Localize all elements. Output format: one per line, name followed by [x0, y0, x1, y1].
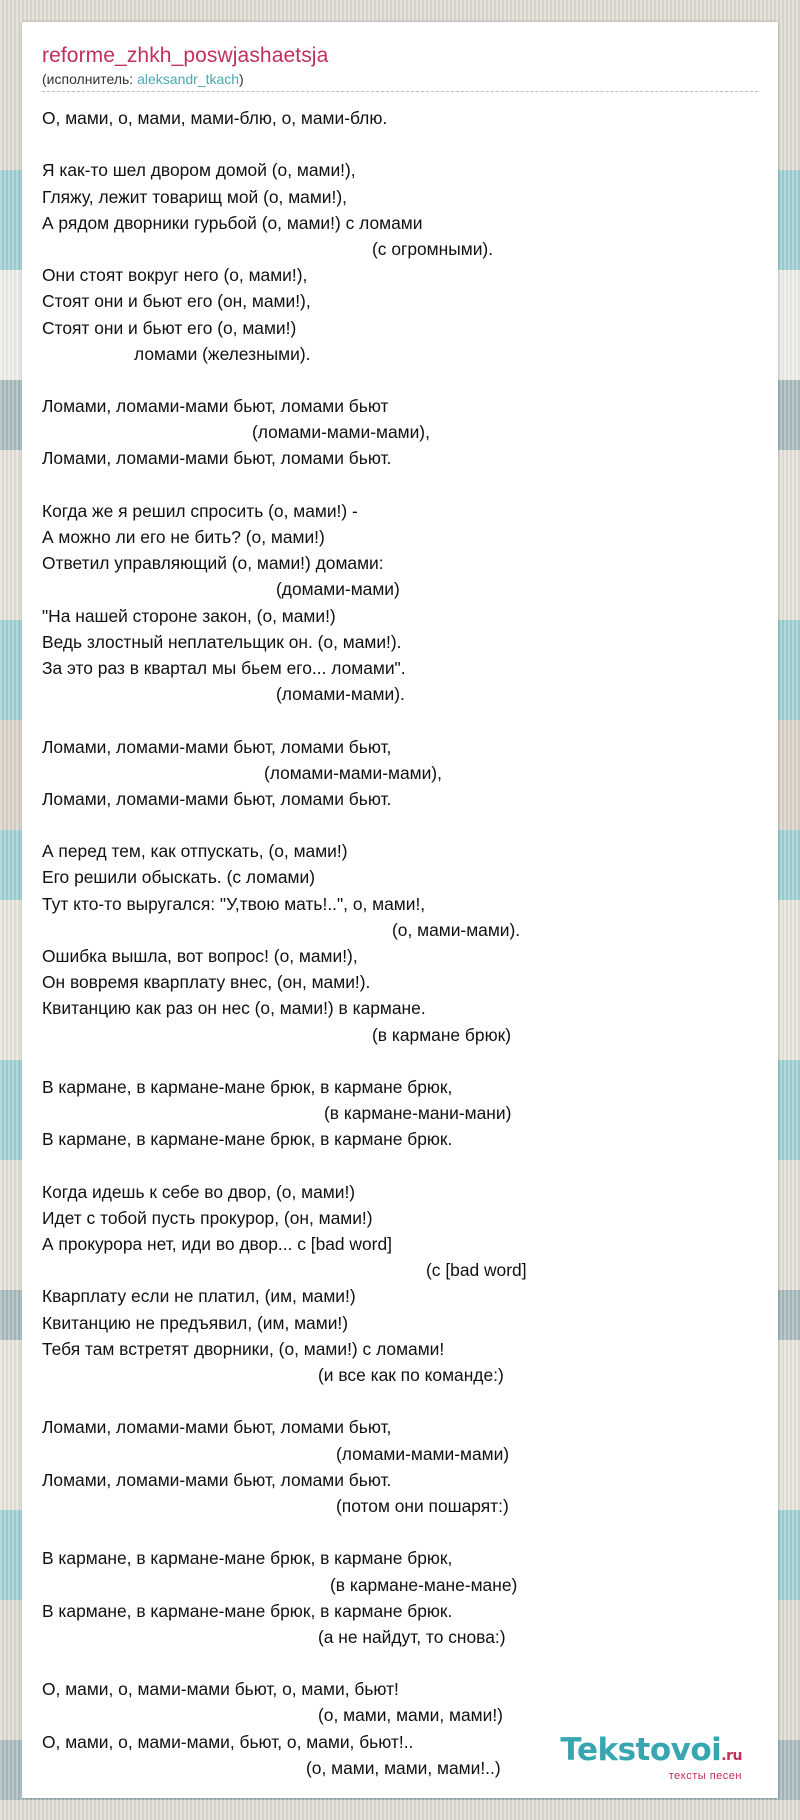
lyric-line: (потом они пошарят:) — [336, 1495, 509, 1516]
lyric-line: Тебя там встретят дворники, (о, мами!) с ломами! — [42, 1338, 445, 1359]
lyric-line: (ломами-мами-мами) — [336, 1443, 510, 1464]
lyric-line: Когда идешь к себе во двор, (о, мами!) — [42, 1181, 356, 1202]
lyric-line: (с огромными). — [372, 238, 494, 259]
lyric-line: Ошибка вышла, вот вопрос! (о, мами!), — [42, 946, 358, 966]
lyric-line: Квитанцию не предъявил, (им, мами!) — [42, 1312, 349, 1333]
lyric-line: Он вовремя кварплату внес, (он, мами!). — [42, 972, 371, 993]
performer-prefix: (исполнитель: — [42, 71, 138, 87]
lyric-line: А можно ли его не бить? (о, мами!) — [42, 527, 325, 547]
lyric-line: В кармане, в кармане-мане брюк, в кармане брюк, — [42, 1548, 453, 1569]
lyric-line: В кармане, в кармане-мане брюк, в кармане брюк, — [42, 1076, 453, 1097]
lyric-line: О, мами, о, мами, мами-блю, о, мами-блю. — [42, 108, 388, 128]
site-logo[interactable] — [560, 1734, 742, 1782]
lyric-line: Ломами, ломами-мами бьют, ломами бьют — [42, 396, 389, 417]
lyric-line: Его решили обыскать. (с ломами) — [42, 867, 315, 888]
lyric-line: (с [bad word] — [426, 1260, 527, 1281]
lyric-line: Ответил управляющий (о, мами!) домами: — [42, 553, 384, 574]
stanza-break — [42, 707, 758, 733]
stanza-break — [42, 1650, 758, 1676]
lyric-line: Кварплату если не платил, (им, мами!) — [42, 1286, 356, 1307]
stanza-break — [42, 367, 758, 393]
lyric-line: Квитанцию как раз он нес (о, мами!) в кармане. — [42, 998, 426, 1019]
song-title: reforme_zhkh_poswjashaetsja — [42, 44, 329, 67]
lyric-line: В кармане, в кармане-мане брюк, в кармане брюк. — [42, 1129, 453, 1150]
performer-suffix: ) — [239, 71, 244, 87]
lyric-line: (ломами-мами-мами), — [252, 422, 430, 443]
lyric-line: (ломами-мами). — [276, 684, 405, 705]
artist-link[interactable]: aleksandr_tkach — [137, 71, 240, 87]
lyric-line: Ломами, ломами-мами бьют, ломами бьют. — [42, 788, 392, 809]
lyric-line: Ломами, ломами-мами бьют, ломами бьют, — [42, 1417, 392, 1438]
lyrics-card — [22, 22, 778, 1798]
lyric-line: А рядом дворники гурьбой (о, мами!) с ломами — [42, 212, 423, 233]
lyric-line: О, мами, о, мами-мами, бьют, о, мами, бьют!.. — [42, 1731, 414, 1752]
lyric-line: (в кармане-мане-мане) — [330, 1574, 518, 1595]
lyric-line: (о, мами-мами). — [392, 919, 521, 940]
song-header — [42, 42, 758, 92]
performer-line — [42, 70, 758, 88]
lyric-line: Ломами, ломами-мами бьют, ломами бьют, — [42, 736, 392, 757]
lyric-line: Ломами, ломами-мами бьют, ломами бьют. — [42, 448, 392, 469]
lyric-line: (о, мами, мами, мами!..) — [306, 1757, 501, 1778]
stanza-break — [42, 1519, 758, 1545]
lyric-line: (в кармане брюк) — [372, 1024, 512, 1045]
logo-wordmark: Tekstovoi — [560, 1732, 722, 1768]
lyric-line: Стоят они и бьют его (он, мами!), — [42, 291, 311, 312]
lyric-line: За это раз в квартал мы бьем его... ломами". — [42, 657, 406, 678]
lyric-line: (а не найдут, то снова:) — [318, 1626, 506, 1647]
lyric-line: А перед тем, как отпускать, (о, мами!) — [42, 841, 348, 862]
lyric-line: (ломами-мами-мами), — [264, 762, 442, 783]
lyric-line: (и все как по команде:) — [318, 1365, 504, 1385]
lyric-line: (в кармане-мани-мани) — [324, 1103, 512, 1124]
header-divider — [42, 91, 758, 92]
lyrics-text — [42, 105, 758, 1781]
lyric-line: Ведь злостный неплательщик он. (о, мами!). — [42, 631, 402, 652]
lyric-line: А прокурора нет, иди во двор... с [bad word] — [42, 1234, 392, 1255]
lyric-line: "На нашей стороне закон, (о, мами!) — [42, 605, 336, 626]
lyric-line: Я как-то шел двором домой (о, мами!), — [42, 160, 356, 181]
lyric-line: Стоят они и бьют его (о, мами!) — [42, 317, 297, 338]
stanza-break — [42, 812, 758, 838]
lyric-line: Тут кто-то выругался: "У,твою мать!..", о, мами!, — [42, 893, 426, 914]
stanza-break — [42, 1048, 758, 1074]
lyric-line: ломами (железными). — [134, 343, 311, 364]
logo-tagline: тексты песен — [668, 1770, 742, 1782]
lyric-line: Идет с тобой пусть прокурор, (он, мами!) — [42, 1207, 373, 1228]
lyric-line: Они стоят вокруг него (о, мами!), — [42, 265, 308, 286]
stanza-break — [42, 131, 758, 157]
lyric-line: Ломами, ломами-мами бьют, ломами бьют. — [42, 1469, 392, 1490]
lyric-line: Гляжу, лежит товарищ мой (о, мами!), — [42, 186, 347, 207]
stanza-break — [42, 1388, 758, 1414]
lyric-line: О, мами, о, мами-мами бьют, о, мами, бьют! — [42, 1679, 399, 1700]
lyric-line: (домами-мами) — [276, 579, 400, 600]
lyric-line: В кармане, в кармане-мане брюк, в кармане брюк. — [42, 1600, 453, 1621]
lyric-line: (о, мами, мами, мами!) — [318, 1705, 503, 1726]
logo-tld: .ru — [721, 1748, 742, 1764]
lyric-line: Когда же я решил спросить (о, мами!) - — [42, 500, 358, 521]
stanza-break — [42, 1153, 758, 1179]
stanza-break — [42, 472, 758, 498]
